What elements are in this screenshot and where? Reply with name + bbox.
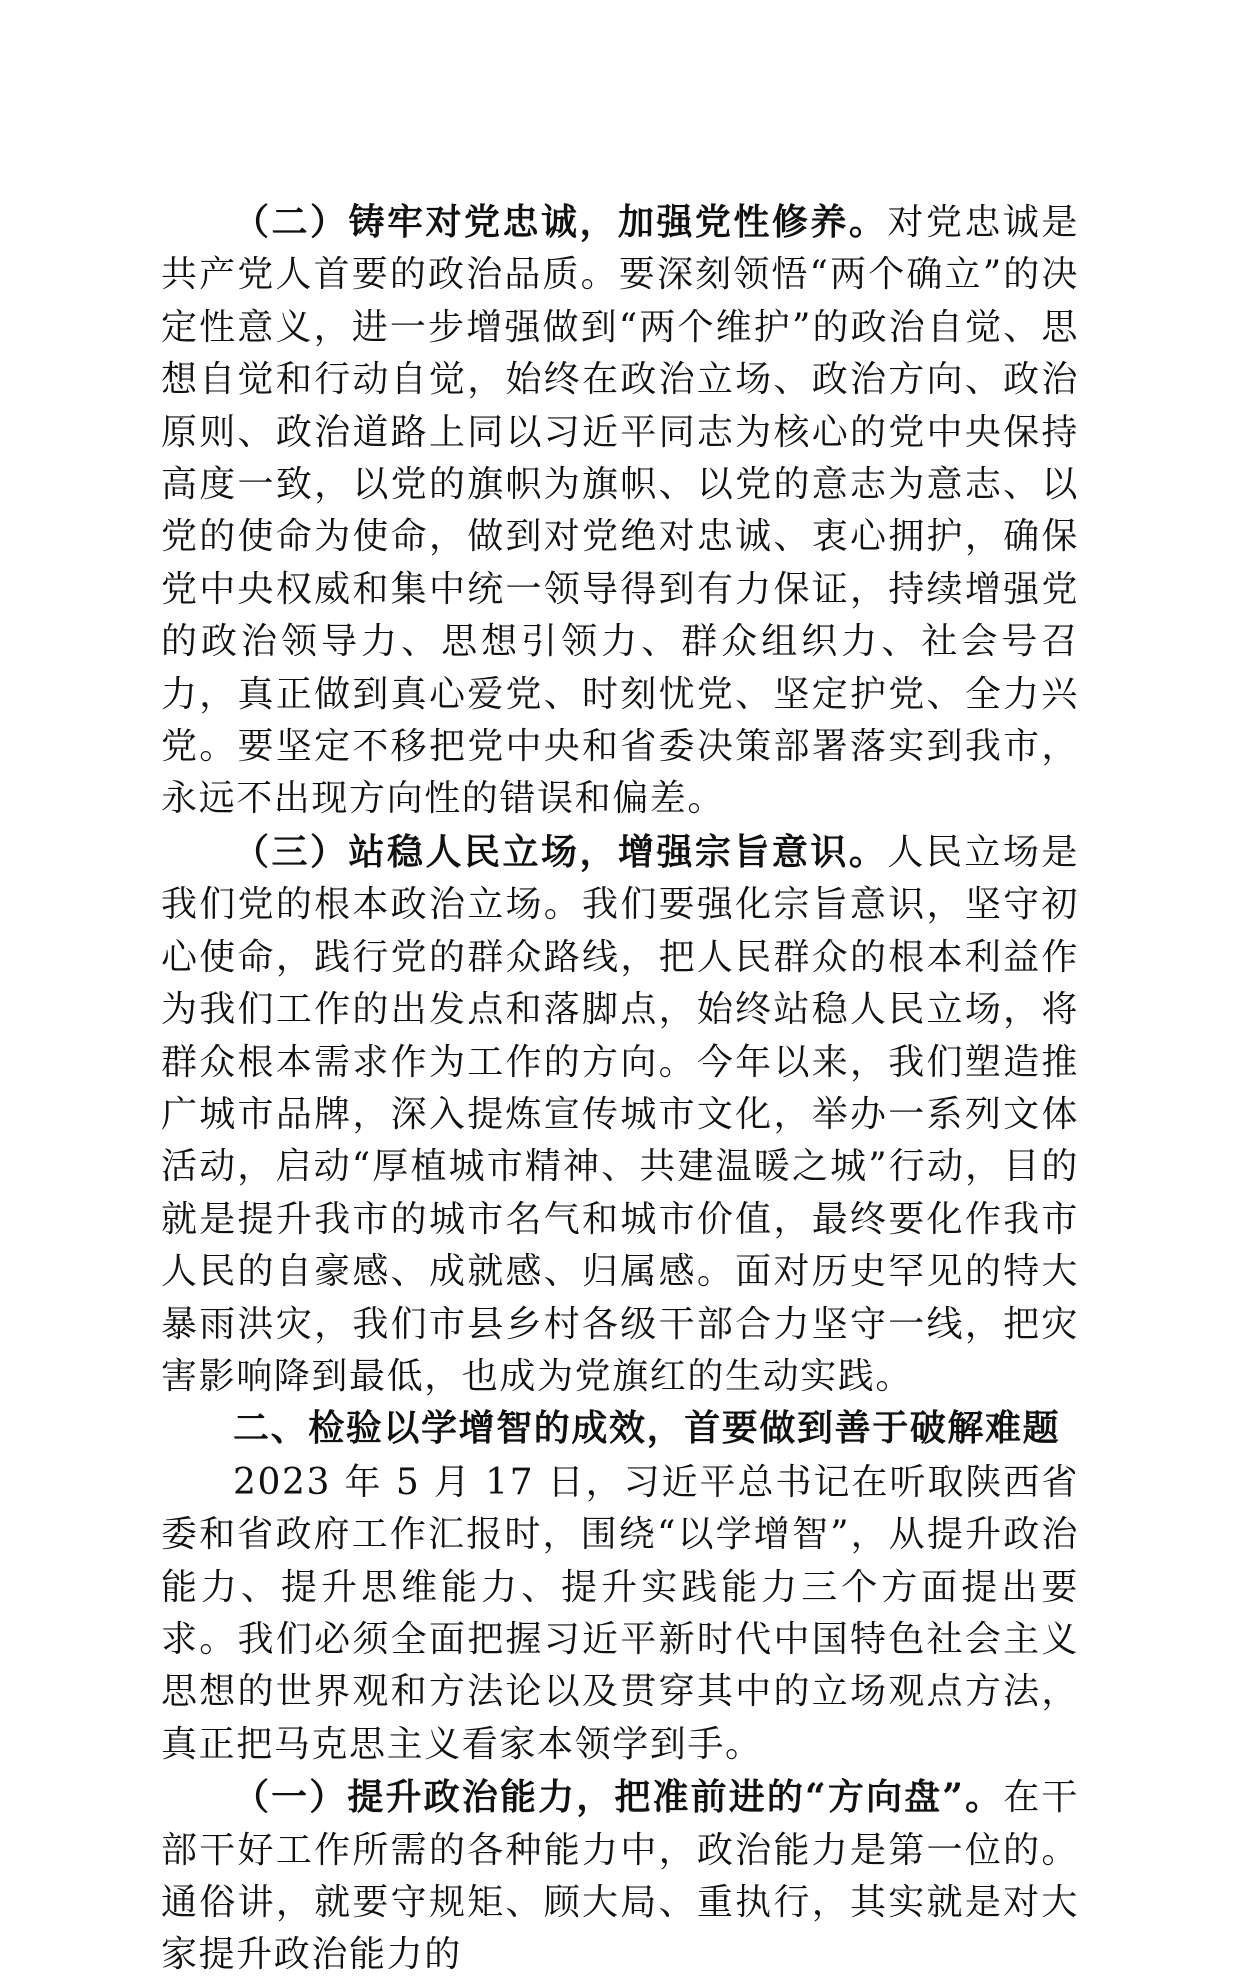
document-page [161,196,1079,1982]
paragraph-people-stance [161,826,1079,1403]
paragraph-body: 在干部干好工作所需的各种能力中，政治能力是第一位的。通俗讲，就要守规矩、顾大局、重执行，其实就是对大家提升政治能力的 [161,1777,1080,1976]
paragraph-political-ability [161,1771,1079,1982]
paragraph-speech [161,1456,1079,1771]
paragraph-lead: （二）铸牢对党忠诚，加强党性修养。 [233,201,888,243]
paragraph-lead: （一）提升政治能力，把准前进的“方向盘”。 [233,1776,1004,1819]
paragraph-lead: （三）站稳人民立场，增强宗旨意识。 [233,830,888,873]
section-heading: 二、检验以学增智的成效，首要做到善于破解难题 [233,1408,1061,1450]
paragraph-body: 对党忠诚是共产党人首要的政治品质。要深刻领悟“两个确立”的决定性意义，进一步增强做到“两个维护”的政治自觉、思想自觉和行动自觉，始终在政治立场、政治方向、政治原则、政治道路上同以习近平同志为核心的党中央保持高度一致，以党的旗帜为旗帜、以党的意志为意志、以党的使命为使命，做到对党绝对忠诚、衷心拥护，确保党中央权威和集中统一领导得到有力保证，持续增强党的政治领导力、思想引领力、群众组织力、社会号召力，真正做到真心爱党、时刻忧党、坚定护党、全力兴党。要坚定不移把党中央和省委决策部署落实到我市，永远不出现方向性的错误和偏差。 [161,202,1079,820]
paragraph-loyalty [161,196,1079,826]
paragraph-body: 人民立场是我们党的根本政治立场。我们要强化宗旨意识，坚守初心使命，践行党的群众路线，把人民群众的根本利益作为我们工作的出发点和落脚点，始终站稳人民立场，将群众根本需求作为工作的方向。今年以来，我们塑造推广城市品牌，深入提炼宣传城市文化，举办一系列文体活动，启动“厚植城市精神、共建温暖之城”行动，目的就是提升我市的城市名气和城市价值，最终要化作我市人民的自豪感、成就感、归属感。面对历史罕见的特大暴雨洪灾，我们市县乡村各级干部合力坚守一线，把灾害影响降到最低，也成为党旗红的生动实践。 [161,831,1079,1397]
paragraph-body: 2023 年 5 月 17 日，习近平总书记在听取陕西省委和省政府工作汇报时，围绕“以学增智”，从提升政治能力、提升思维能力、提升实践能力三个方面提出要求。我们必须全面把握习近平新时代中国特色社会主义思想的世界观和方法论以及贯穿其中的立场观点方法，真正把马克思主义看家本领学到手。 [161,1461,1079,1765]
